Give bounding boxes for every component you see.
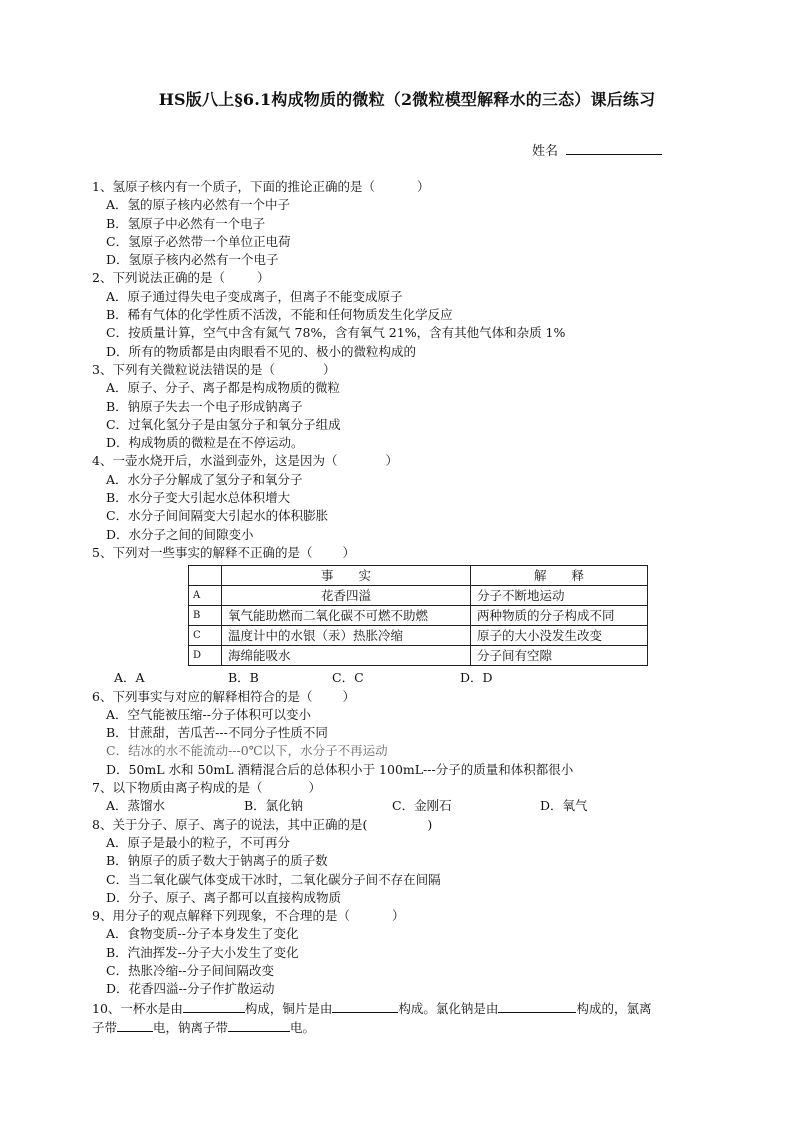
q5-option-b: B．B [228,670,259,686]
q7-option-c: C．金刚石 [392,798,452,814]
q2-option-c: C．按质量计算，空气中含有氮气 78%，含有氧气 21%，含有其他气体和杂质 1% [106,325,566,341]
row-fact: 海绵能吸水 [222,646,471,666]
table-row [189,586,648,606]
q10-blank-2[interactable] [332,999,398,1013]
q2-option-b: B．稀有气体的化学性质不活泼，不能和任何物质发生化学反应 [106,307,453,323]
q7-option-a: A．蒸馏水 [106,798,166,814]
q10-blank-3[interactable] [498,999,576,1013]
question-5: 5、下列对一些事实的解释不正确的是（ ） [92,544,355,560]
q6-option-c: C．结冰的水不能流动---0℃以下，水分子不再运动 [106,743,388,759]
question-9: 9、用分子的观点解释下列现象，不合理的是（ ） [92,908,405,924]
q10-blank-5[interactable] [228,1018,290,1032]
q4-option-a: A．水分子分解成了氢分子和氧分子 [106,471,303,487]
q10-blank-4[interactable] [117,1018,153,1032]
q5-option-c: C．C [332,670,364,686]
q1-option-b: B．氢原子中必然有一个电子 [106,215,266,231]
name-blank[interactable] [566,142,662,155]
q8-option-b: B．钠原子的质子数大于钠离子的质子数 [106,853,328,869]
question-3: 3、下列有关微粒说法错误的是（ ） [92,361,336,377]
q4-option-d: D．水分子之间的间隙变小 [106,526,254,542]
name-label: 姓名 [532,144,559,159]
q9-option-c: C．热胀冷缩--分子间间隔改变 [106,962,275,978]
q4-option-c: C．水分子间间隔变大引起水的体积膨胀 [106,508,329,524]
question-7: 7、以下物质由离子构成的是（ ） [92,780,321,796]
q1-option-d: D．氢原子核内必然有一个电子 [106,252,279,268]
table-row [189,606,648,626]
question-8: 8、关于分子、原子、离子的说法，其中正确的是( ) [92,816,433,832]
q2-option-a: A．原子通过得失电子变成离子，但离子不能变成原子 [106,288,403,304]
q9-option-a: A．食物变质--分子本身发生了变化 [106,926,299,942]
q2-option-d: D．所有的物质都是由肉眼看不见的、极小的微粒构成的 [106,343,417,359]
q8-option-c: C．当二氧化碳气体变成干冰时，二氧化碳分子间不存在间隔 [106,871,441,887]
question-4: 4、一壶水烧开后，水溢到壶外，这是因为（ ） [92,453,398,469]
q5-option-a: A．A [114,670,145,686]
q6-option-a: A．空气能被压缩--分子体积可以变小 [106,706,311,722]
q3-option-a: A．原子、分子、离子都是构成物质的微粒 [106,380,341,396]
q8-option-d: D．分子、原子、离子都可以直接构成物质 [106,889,342,905]
question-10-line-2: 子带 电，钠离子带 电。 [92,1019,316,1035]
q9-option-b: B．汽油挥发--分子大小发生了变化 [106,944,299,960]
q3-option-d: D．构成物质的微粒是在不停运动。 [106,435,304,451]
header-explanation: 解 释 [471,566,648,586]
q3-option-c: C．过氧化氢分子是由氢分子和氧分子组成 [106,416,341,432]
row-label: D [189,646,222,666]
row-fact: 花香四溢 [222,586,471,606]
row-explanation: 分子间有空隙 [471,646,648,666]
q5-answer-row [92,669,722,687]
question-2: 2、下列说法正确的是（ ） [92,270,270,286]
page-title: HS版八上§6.1构成物质的微粒（2微粒模型解释水的三态）课后练习 [158,90,656,109]
q8-option-a: A．原子是最小的粒子，不可再分 [106,834,291,850]
q10-blank-1[interactable] [183,999,245,1013]
header-fact: 事 实 [222,566,471,586]
row-explanation: 分子不断地运动 [471,586,648,606]
table-row [189,646,648,666]
facts-table [188,565,648,666]
table-row [189,626,648,646]
row-fact: 温度计中的水银（汞）热胀冷缩 [222,626,471,646]
q3-option-b: B．钠原子失去一个电子形成钠离子 [106,398,303,414]
name-field [532,140,662,159]
q7-option-b: B．氯化钠 [244,798,304,814]
q1-option-c: C．氢原子必然带一个单位正电荷 [106,233,291,249]
row-explanation: 原子的大小没发生改变 [471,626,648,646]
table-header-row [189,566,648,586]
row-label: C [189,626,222,646]
row-fact: 氧气能助燃而二氧化碳不可燃不助燃 [222,606,471,626]
q6-option-b: B．甘蔗甜，苦瓜苦---不同分子性质不同 [106,725,328,741]
question-6: 6、下列事实与对应的解释相符合的是（ ） [92,688,355,704]
question-1: 1、氢原子核内有一个质子，下面的推论正确的是（ ） [92,179,430,194]
question-list [92,178,722,1037]
q5-option-d: D．D [460,670,493,686]
row-label: A [189,586,222,606]
row-explanation: 两种物质的分子构成不同 [471,606,648,626]
q1-option-a: A．氢的原子核内必然有一个中子 [106,197,291,213]
question-10: 10、一杯水是由 构成，铜片是由 构成。氯化钠是由 构成的，氯离 [92,1000,652,1016]
q4-option-b: B．水分子变大引起水总体积增大 [106,490,291,506]
q7-answer-row [92,797,722,815]
q7-option-d: D．氧气 [540,798,588,814]
q9-option-d: D．花香四溢--分子作扩散运动 [106,981,275,997]
q6-option-d: D．50mL 水和 50mL 酒精混合后的总体积小于 100mL---分子的质量和体积都很小 [106,761,574,777]
row-label: B [189,606,222,626]
